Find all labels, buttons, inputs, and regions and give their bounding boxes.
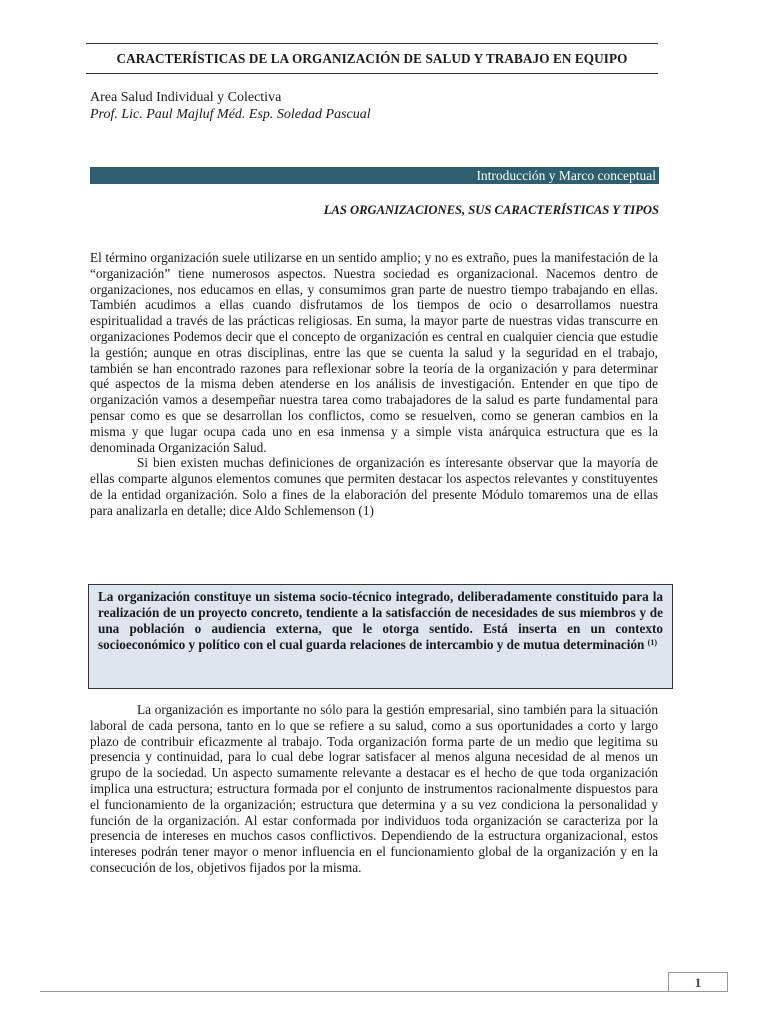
paragraph: La organización es importante no sólo para la gestión empresarial, sino también para la situación laboral de cada persona, tanto en lo que se refiere a su salud, como a sus oportunidades a corto y largo plazo de contribuir eficazmente al trabajo. Toda organización forma parte de un medio que legitima su presencia y continuidad, para lo cual debe lograr satisfacer al menos alguna necesidad de al menos un grupo de la sociedad. Un aspecto sumamente relevante a destacar es el hecho de que toda organización implica una estructura; estructura formada por el conjunto de instrumentos racionalmente dispuestos para el funcionamiento de la organización; estructura que determina y a su vez condiciona la personalidad y función de la organización. Al estar conformada por individuos toda organización se caracteriza por la presencia de intereses en muchos casos conflictivos. Dependiendo de la estructura organizacional, estos intereses podrán tener mayor o menor influencia en el funcionamiento global de la organización y en la consecución de los, objetivos fijados por la misma. xyxy=(90,702,658,875)
area-label: Area Salud Individual y Colectiva xyxy=(90,90,282,105)
header-bottom-rule xyxy=(86,73,658,74)
page-number: 1 xyxy=(668,972,728,992)
body-text-continued xyxy=(90,702,658,876)
section-bar: Introducción y Marco conceptual xyxy=(90,167,659,184)
header-top-rule xyxy=(86,43,658,44)
quote-reference: (1) xyxy=(647,638,657,647)
intro-text xyxy=(90,250,658,519)
definition-quote-box xyxy=(88,584,673,689)
section-title: LAS ORGANIZACIONES, SUS CARACTERÍSTICAS Y TIPOS xyxy=(323,203,659,217)
document-title: CARACTERÍSTICAS DE LA ORGANIZACIÓN DE SALUD Y TRABAJO EN EQUIPO xyxy=(116,51,628,66)
footer-rule xyxy=(40,991,728,992)
paragraph: El término organización suele utilizarse en un sentido amplio; y no es extraño, pues la manifestación de la “organización” tiene numerosos aspectos. Nuestra sociedad es organizacional. Nacemos dentro de organizaciones, nos educamos en ellas, y consumimos gran parte de nuestro tiempo trabajando en ellas. También acudimos a ellas cuando disfrutamos de los tiempos de ocio o desarrollamos nuestra espiritualidad a través de las prácticas religiosas. En suma, la mayor parte de nuestras vidas transcurre en organizaciones Podemos decir que el concepto de organización es central en cualquier ciencia que estudie la gestión; aunque en otras disciplinas, entre las que se cuenta la salud y la seguridad en el trabajo, también se han encontrado razones para reflexionar sobre la teoría de la organización y para determinar qué aspectos de la misma deben atenderse en los análisis de investigación. Entender en que tipo de organización vamos a desempeñar nuestra tarea como trabajadores de la salud es parte fundamental para pensar como es que se desarrollan los conflictos, como se resuelven, como se generan cambios en la misma y que lugar ocupa cada uno en esa inmensa y a simple vista anárquica estructura que es la denominada Organización Salud. xyxy=(90,250,658,455)
document-meta xyxy=(90,89,371,123)
paragraph: Si bien existen muchas definiciones de organización es ínteresante observar que la mayoría de ellas comparte algunos elementos comunes que permiten destacar los aspectos relevantes y constituyentes de la entidad organización. Solo a fines de la elaboración del presente Módulo tomaremos una de ellas para analizarla en detalle; dice Aldo Schlemenson (1) xyxy=(90,455,658,518)
authors-label: Prof. Lic. Paul Majluf Méd. Esp. Soledad Pascual xyxy=(90,107,371,122)
quote-text: La organización constituye un sistema socio-técnico integrado, deliberadamente constituido para la realización de un proyecto concreto, tendiente a la satisfacción de necesidades de sus miembros y de una población o audiencia externa, que le otorga sentido. Está inserta en un contexto socioeconómico y político con el cual guarda relaciones de intercambio y de mutua determinación xyxy=(98,589,663,652)
